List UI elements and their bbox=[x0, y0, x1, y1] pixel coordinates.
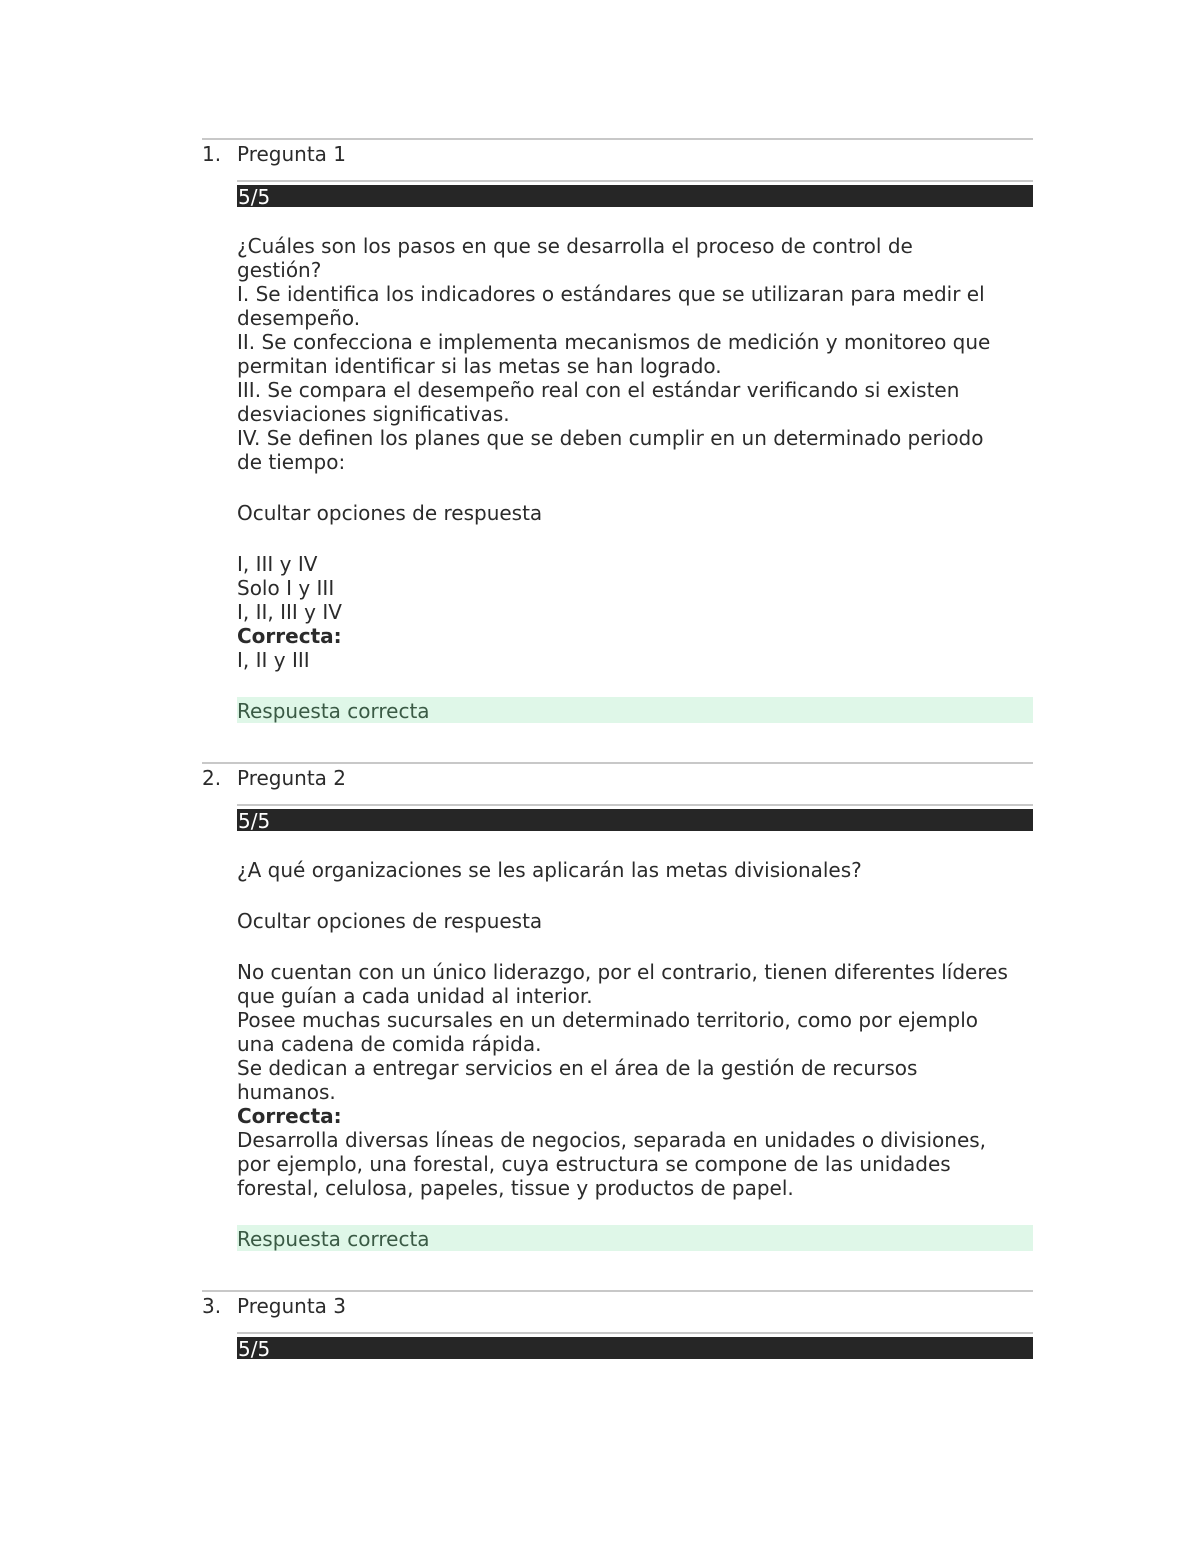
score-bar: 5/5 bbox=[237, 809, 1033, 831]
prompt-line: II. Se confecciona e implementa mecanismos de medición y monitoreo que bbox=[237, 330, 991, 354]
correct-answer: Desarrolla diversas líneas de negocios, separada en unidades o divisiones, bbox=[237, 1128, 987, 1152]
answer-option: una cadena de comida rápida. bbox=[237, 1032, 542, 1056]
question-number: 2. bbox=[202, 766, 222, 790]
prompt-line: I. Se identifica los indicadores o estándares que se utilizaran para medir el bbox=[237, 282, 985, 306]
correct-answer: forestal, celulosa, papeles, tissue y productos de papel. bbox=[237, 1176, 794, 1200]
question-header bbox=[202, 142, 1033, 166]
correct-label: Correcta: bbox=[237, 1104, 342, 1128]
prompt-line: ¿A qué organizaciones se les aplicarán las metas divisionales? bbox=[237, 858, 862, 882]
question-number: 1. bbox=[202, 142, 222, 166]
score-divider bbox=[237, 180, 1033, 182]
question-prompt bbox=[237, 234, 1033, 474]
question-1 bbox=[202, 138, 1033, 723]
score-divider bbox=[237, 804, 1033, 806]
question-prompt bbox=[237, 858, 1033, 882]
question-divider bbox=[202, 1290, 1033, 1292]
result-banner: Respuesta correcta bbox=[237, 1225, 1033, 1251]
answer-option: humanos. bbox=[237, 1080, 336, 1104]
answer-option: No cuentan con un único liderazgo, por el contrario, tienen diferentes líderes bbox=[237, 960, 1008, 984]
prompt-line: gestión? bbox=[237, 258, 322, 282]
question-header bbox=[202, 766, 1033, 790]
hide-options-toggle[interactable]: Ocultar opciones de respuesta bbox=[237, 501, 543, 525]
prompt-line: permitan identificar si las metas se han logrado. bbox=[237, 354, 722, 378]
score-bar: 5/5 bbox=[237, 185, 1033, 207]
question-title: Pregunta 2 bbox=[237, 766, 347, 790]
answer-option: Posee muchas sucursales en un determinado territorio, como por ejemplo bbox=[237, 1008, 979, 1032]
question-title: Pregunta 1 bbox=[237, 142, 347, 166]
answer-option: Se dedican a entregar servicios en el área de la gestión de recursos bbox=[237, 1056, 918, 1080]
answer-option: Solo I y III bbox=[237, 576, 335, 600]
correct-answer: por ejemplo, una forestal, cuya estructura se compone de las unidades bbox=[237, 1152, 951, 1176]
question-header bbox=[202, 1294, 1033, 1318]
hide-options-toggle[interactable]: Ocultar opciones de respuesta bbox=[237, 909, 543, 933]
prompt-line: de tiempo: bbox=[237, 450, 346, 474]
prompt-line: IV. Se definen los planes que se deben cumplir en un determinado periodo bbox=[237, 426, 984, 450]
answer-option: I, III y IV bbox=[237, 552, 318, 576]
prompt-line: ¿Cuáles son los pasos en que se desarrolla el proceso de control de bbox=[237, 234, 913, 258]
question-title: Pregunta 3 bbox=[237, 1294, 347, 1318]
correct-answer: I, II y III bbox=[237, 648, 310, 672]
answer-option: que guían a cada unidad al interior. bbox=[237, 984, 593, 1008]
prompt-line: desempeño. bbox=[237, 306, 361, 330]
correct-label: Correcta: bbox=[237, 624, 342, 648]
prompt-line: desviaciones significativas. bbox=[237, 402, 510, 426]
answer-option: I, II, III y IV bbox=[237, 600, 342, 624]
question-divider bbox=[202, 762, 1033, 764]
question-2 bbox=[202, 762, 1033, 1251]
score-bar: 5/5 bbox=[237, 1337, 1033, 1359]
question-3 bbox=[202, 1290, 1033, 1359]
result-banner: Respuesta correcta bbox=[237, 697, 1033, 723]
question-divider bbox=[202, 138, 1033, 140]
prompt-line: III. Se compara el desempeño real con el estándar verificando si existen bbox=[237, 378, 960, 402]
question-number: 3. bbox=[202, 1294, 222, 1318]
score-divider bbox=[237, 1332, 1033, 1334]
